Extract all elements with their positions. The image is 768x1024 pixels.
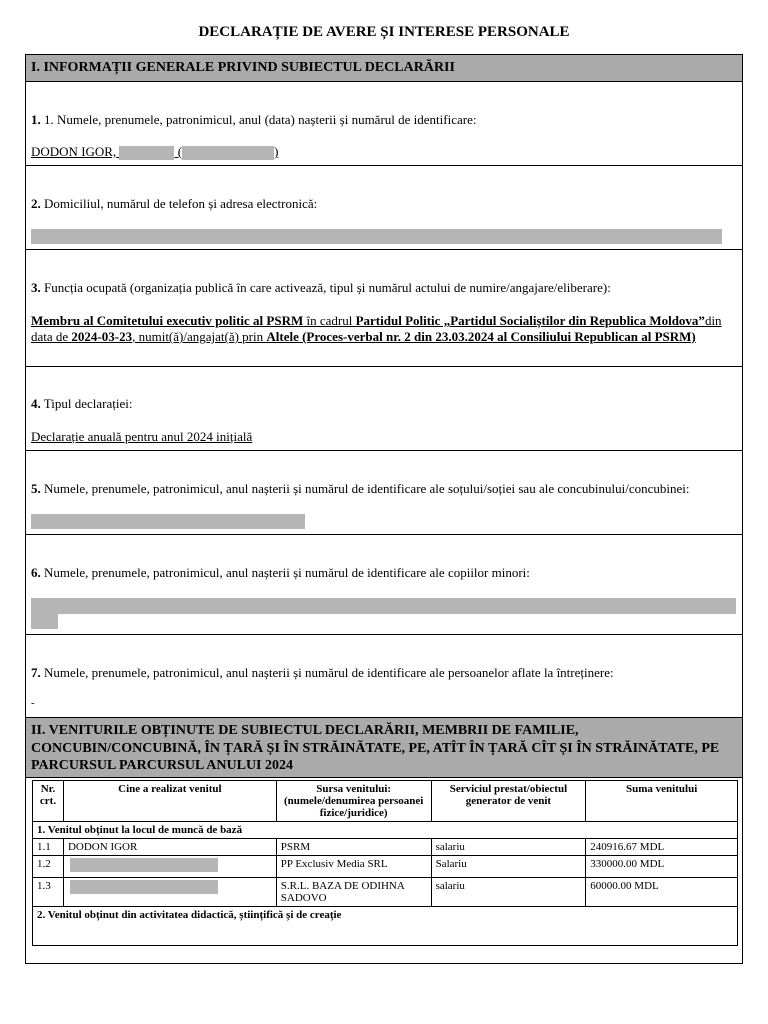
row-service: salariu [431, 878, 586, 907]
field-1-label-text: 1. Numele, prenumele, patronimicul, anul (data) nașterii și numărul de identificare: [44, 112, 477, 127]
row-service: Salariu [431, 856, 586, 878]
field-3-value [31, 313, 722, 345]
function-title: Membru al Comitetului executiv politic al PSRM [31, 313, 304, 328]
row-who: DODON IGOR [63, 839, 276, 856]
redacted-address [31, 229, 722, 244]
redacted-birthdate [119, 146, 174, 160]
field-4-label-text: Tipul declarației: [43, 396, 133, 411]
appointment-date: 2024-03-23 [71, 329, 133, 344]
field-6 [26, 535, 742, 635]
text-numit: , numit(ă)/angajat(ă) prin [132, 329, 267, 344]
section-2-heading: II. VENITURILE OBȚINUTE DE SUBIECTUL DECLARĂRII, MEMBRII DE FAMILIE, CONCUBIN/CONCUBINĂ, ÎN ȚARĂ ȘI ÎN STRĂINĂTATE, PE, ATÎT ÎN ȚARĂ CÎT ȘI ÎN STRĂINĂTATE, PE PARCURSUL PARCURSUL ANULUI 2024 [26, 718, 742, 778]
field-7-number: 7. [31, 665, 41, 680]
group-1-label: 1. Venitul obținut la locul de muncă de bază [33, 822, 738, 839]
row-source: S.R.L. BAZA DE ODIHNA SADOVO [276, 878, 431, 907]
row-who [63, 878, 276, 907]
table-row [33, 878, 738, 907]
redacted-children-line-1 [31, 598, 736, 614]
field-3 [26, 250, 742, 367]
row-nr: 1.2 [33, 856, 64, 878]
field-6-number: 6. [31, 565, 41, 580]
field-6-label [31, 565, 530, 581]
organization-name: Partidul Politic „Partidul Socialiștilor din Republica Moldova” [355, 313, 705, 328]
declarant-name: DODON IGOR, [31, 144, 117, 159]
paren-close: ) [274, 144, 279, 159]
redacted-children-line-2 [31, 614, 58, 629]
redacted-person [70, 858, 218, 872]
group-row [33, 907, 738, 946]
field-5-label [31, 481, 689, 497]
appointment-act: Altele (Proces-verbal nr. 2 din 23.03.2024 al Consiliului Republican al PSRM) [266, 329, 696, 344]
declaration-form [25, 54, 743, 964]
col-header-who: Cine a realizat venitul [63, 781, 276, 822]
document-title: DECLARAȚIE DE AVERE ȘI INTERESE PERSONALE [198, 24, 570, 40]
row-nr: 1.3 [33, 878, 64, 907]
section-1-heading: I. INFORMAȚII GENERALE PRIVIND SUBIECTUL DECLARĂRII [26, 55, 742, 82]
field-7-label-text: Numele, prenumele, patronimicul, anul nașterii și numărul de identificare ale persoanelor aflate la întreținere: [44, 665, 614, 680]
row-nr: 1.1 [33, 839, 64, 856]
table-row [33, 839, 738, 856]
field-7-label [31, 665, 614, 681]
income-table [32, 780, 738, 946]
field-2-number: 2. [31, 196, 41, 211]
field-1-label [31, 112, 476, 128]
col-header-nr: Nr. crt. [33, 781, 64, 822]
col-header-source: Sursa venitului: (numele/denumirea persoanei fizice/juridice) [276, 781, 431, 822]
field-4-label [31, 396, 132, 412]
field-3-number: 3. [31, 280, 41, 295]
table-header-row [33, 781, 738, 822]
row-service: salariu [431, 839, 586, 856]
row-amount: 60000.00 MDL [586, 878, 738, 907]
field-1-value [31, 144, 278, 160]
group-row [33, 822, 738, 839]
field-7 [26, 635, 742, 718]
field-5-number: 5. [31, 481, 41, 496]
field-5-label-text: Numele, prenumele, patronimicul, anul nașterii și numărul de identificare ale soțului/soției sau ale concubinului/concubinei: [44, 481, 690, 496]
table-row [33, 856, 738, 878]
row-source: PSRM [276, 839, 431, 856]
field-1-number: 1. [31, 112, 41, 127]
col-header-amount: Suma venitului [586, 781, 738, 822]
field-5 [26, 451, 742, 535]
field-2 [26, 166, 742, 250]
field-1 [26, 82, 742, 166]
field-3-label [31, 280, 611, 296]
redacted-person [70, 880, 218, 894]
paren-open: ( [177, 144, 183, 159]
text-din-data: din data de [31, 313, 722, 344]
row-source: PP Exclusiv Media SRL [276, 856, 431, 878]
text-in-cadrul: în cadrul [303, 313, 356, 328]
field-2-label-text: Domiciliul, numărul de telefon și adresa electronică: [44, 196, 318, 211]
field-2-label [31, 196, 317, 212]
col-header-service: Serviciul prestat/obiectul generator de venit [431, 781, 586, 822]
field-3-label-text: Funcția ocupată (organizația publică în care activează, tipul și numărul actului de numire/angajare/eliberare): [44, 280, 611, 295]
field-6-label-text: Numele, prenumele, patronimicul, anul nașterii și numărul de identificare ale copiilor minori: [44, 565, 530, 580]
dependents-value: - [31, 697, 35, 709]
row-amount: 240916.67 MDL [586, 839, 738, 856]
row-amount: 330000.00 MDL [586, 856, 738, 878]
redacted-spouse [31, 514, 305, 529]
redacted-id [182, 146, 274, 160]
declaration-type: Declarație anuală pentru anul 2024 inițială [31, 429, 253, 444]
group-2-label: 2. Venitul obținut din activitatea didactică, științifică și de creație [33, 907, 738, 946]
field-4-number: 4. [31, 396, 41, 411]
field-4 [26, 367, 742, 451]
row-who [63, 856, 276, 878]
